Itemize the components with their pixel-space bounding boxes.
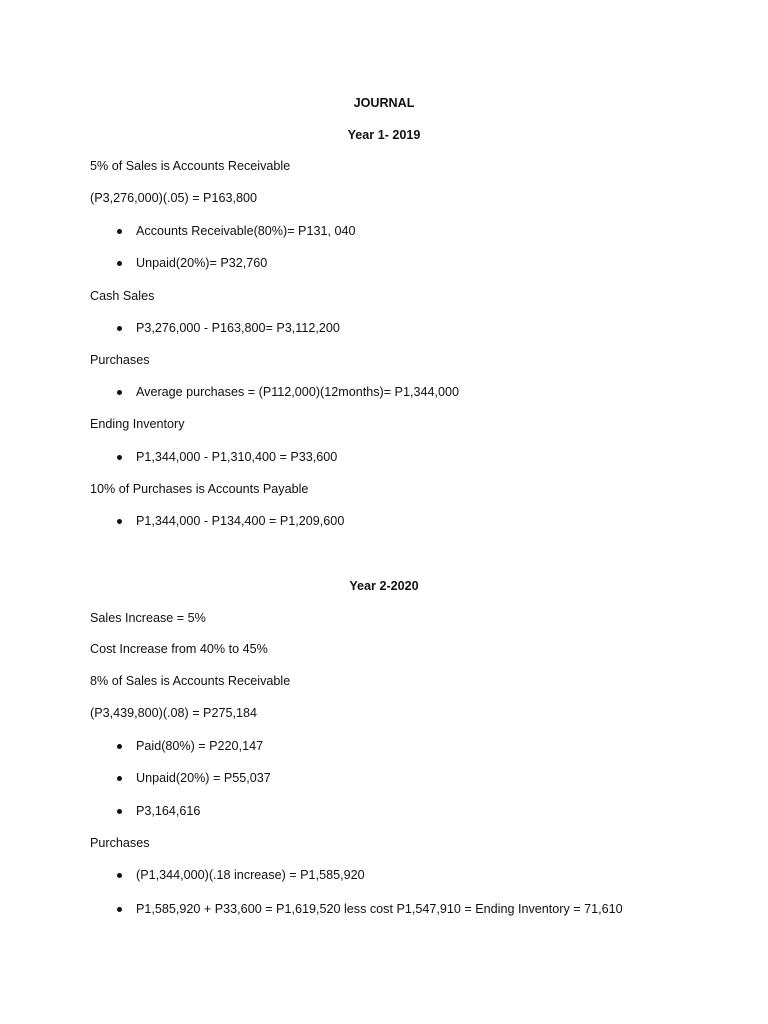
line-text: Unpaid(20%) = P55,037 bbox=[136, 771, 271, 785]
line-text: P1,344,000 - P134,400 = P1,209,600 bbox=[136, 514, 345, 528]
line-text: Unpaid(20%)= P32,760 bbox=[136, 256, 268, 270]
bullet-item bbox=[136, 512, 344, 530]
line-text: Sales Increase = 5% bbox=[90, 611, 206, 625]
line-text: Cash Sales bbox=[90, 289, 155, 303]
line-text: (P3,439,800)(.08) = P275,184 bbox=[90, 706, 257, 720]
paragraph-line bbox=[90, 834, 150, 852]
journal-title: JOURNAL bbox=[353, 96, 415, 110]
line-text: P1,344,000 - P1,310,400 = P33,600 bbox=[136, 450, 338, 464]
paragraph-line bbox=[90, 640, 268, 658]
line-text: P1,585,920 + P33,600 = P1,619,520 less cost P1,547,910 = Ending Inventory = 71,610 bbox=[136, 902, 623, 916]
line-text: Ending Inventory bbox=[90, 417, 185, 431]
paragraph-line bbox=[90, 704, 257, 722]
paragraph-line bbox=[90, 287, 154, 305]
bullet-icon bbox=[117, 907, 122, 912]
line-text: 10% of Purchases is Accounts Payable bbox=[90, 482, 309, 496]
bullet-icon bbox=[117, 744, 122, 749]
line-text: 5% of Sales is Accounts Receivable bbox=[90, 159, 291, 173]
paragraph-line bbox=[90, 351, 150, 369]
bullet-icon bbox=[117, 873, 122, 878]
line-text: Accounts Receivable(80%)= P131, 040 bbox=[136, 224, 356, 238]
paragraph-line bbox=[90, 672, 290, 690]
year1-heading: Year 1- 2019 bbox=[347, 128, 421, 142]
bullet-item bbox=[136, 769, 271, 787]
paragraph-line bbox=[90, 415, 185, 433]
bullet-icon bbox=[117, 776, 122, 781]
bullet-item bbox=[136, 448, 337, 466]
paragraph-line bbox=[90, 480, 308, 498]
paragraph-line bbox=[90, 189, 257, 207]
line-text: Paid(80%) = P220,147 bbox=[136, 739, 264, 753]
year2-heading: Year 2-2020 bbox=[349, 579, 419, 593]
line-text: Average purchases = (P112,000)(12months)= P1,344,000 bbox=[136, 385, 459, 399]
bullet-item bbox=[136, 254, 267, 272]
bullet-item bbox=[136, 866, 365, 884]
bullet-item bbox=[136, 383, 459, 401]
line-text: Purchases bbox=[90, 836, 150, 850]
bullet-icon bbox=[117, 519, 122, 524]
bullet-item bbox=[136, 222, 355, 240]
bullet-icon bbox=[117, 229, 122, 234]
line-text: P3,164,616 bbox=[136, 804, 201, 818]
line-text: P3,276,000 - P163,800= P3,112,200 bbox=[136, 321, 340, 335]
bullet-icon bbox=[117, 809, 122, 814]
paragraph-line bbox=[90, 609, 206, 627]
line-text: 8% of Sales is Accounts Receivable bbox=[90, 674, 291, 688]
paragraph-line bbox=[90, 157, 290, 175]
bullet-item bbox=[136, 319, 340, 337]
line-text: (P3,276,000)(.05) = P163,800 bbox=[90, 191, 257, 205]
line-text: (P1,344,000)(.18 increase) = P1,585,920 bbox=[136, 868, 365, 882]
line-text: Purchases bbox=[90, 353, 150, 367]
bullet-icon bbox=[117, 455, 122, 460]
bullet-icon bbox=[117, 390, 122, 395]
bullet-item bbox=[136, 802, 200, 820]
bullet-icon bbox=[117, 261, 122, 266]
bullet-item bbox=[136, 900, 623, 918]
bullet-item bbox=[136, 737, 263, 755]
line-text: Cost Increase from 40% to 45% bbox=[90, 642, 268, 656]
bullet-icon bbox=[117, 326, 122, 331]
